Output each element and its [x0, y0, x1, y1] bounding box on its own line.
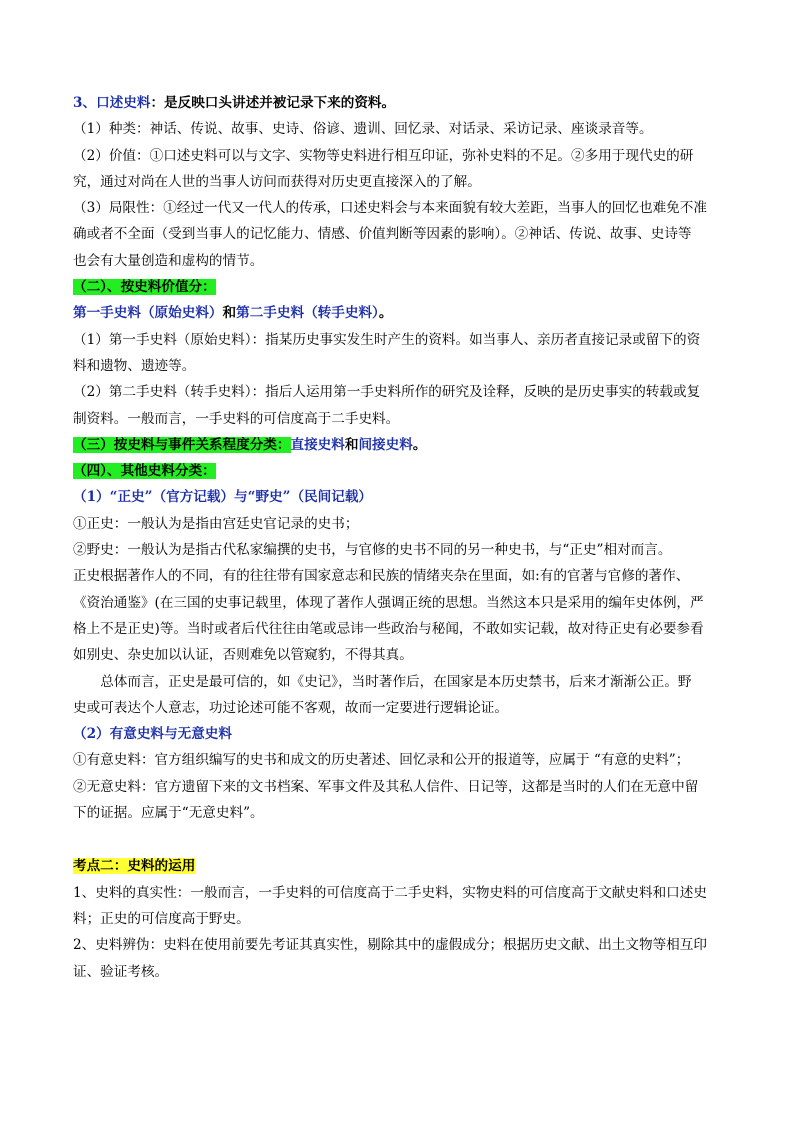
first-hand-line2: 料和遗物、遗迹等。 [73, 357, 196, 374]
second-hand-term: 第二手史料（转手史料） [236, 305, 379, 322]
direct-source-term: 直接史料 [290, 436, 345, 453]
kaodian2-heading: 考点二：史料的运用 [73, 858, 196, 875]
section-value-heading: （二）、按史料价值分： [73, 279, 216, 296]
yeshi-definition: ②野史：一般认为是指古代私家编撰的史书，与官修的史书不同的另一种史书，与“正史”相对而言。 [73, 542, 672, 559]
summary-and: 和 [222, 305, 237, 322]
relation-end: 。 [412, 436, 427, 453]
kaodian2-item2-line2: 证、验证考核。 [73, 963, 169, 980]
section-value-summary [73, 300, 723, 326]
second-hand-line2: 制资料。一般而言，一手史料的可信度高于二手史料。 [73, 410, 400, 427]
section-other-heading: （四）、其他史料分类： [73, 463, 216, 480]
document-body [73, 90, 723, 985]
section-relation-heading: （三）按史料与事件关系程度分类： [73, 436, 291, 453]
first-hand-line1: （1）第一手史料（原始史料）：指某历史事实发生时产生的资料。如当事人、亲历者直接记录或留下的资 [73, 331, 701, 348]
summary-end: 。 [378, 305, 393, 322]
subsection2-title: （2）有意史料与无意史料 [73, 726, 232, 743]
section-relation-line [73, 432, 723, 458]
section3-limit-line3: 也会有大量创造和虚构的情节。 [73, 252, 264, 269]
relation-and: 和 [344, 436, 359, 453]
paragraph2-line2: 史或可表达个人意志，功过论述可能不客观，故而一定要进行逻辑论证。 [73, 699, 508, 716]
subsection1-title: （1）“正史”（官方记载）与“野史”（民间记载） [73, 489, 373, 506]
section3-kinds: （1）种类：神话、传说、故事、史诗、俗谚、遗训、回忆录、对话录、采访记录、座谈录音等。 [73, 121, 653, 138]
section3-definition: ：是反映口头讲述并被记录下来的资料。 [150, 95, 396, 111]
section3-title [73, 90, 723, 116]
paragraph2-line1: 总体而言，正史是最可信的，如《史记》，当时著作后，在国家是本历史禁书，后来才渐渐公正。野 [100, 673, 692, 690]
kaodian2-item1-line1: 1、史料的真实性：一般而言，一手史料的可信度高于二手史料，实物史料的可信度高于文献史料和口述史 [73, 884, 707, 901]
paragraph1-line1: 正史根据著作人的不同，有的往往带有国家意志和民族的情绪夹杂在里面，如:有的官著与官修的著作、 [73, 568, 690, 585]
spacer [73, 826, 723, 853]
paragraph1-line3: 格上不是正史)等。当时或者后代往往由笔或忌讳一些政治与秘闻，不敢如实记载，故对待正史有必要参看 [73, 620, 704, 637]
youyi-definition: ①有意史料：官方组织编写的史书和成文的历史著述、回忆录和公开的报道等，应属于 “有意的史料”； [73, 752, 690, 769]
kaodian2-heading-line [73, 853, 723, 879]
indirect-source-term: 间接史料 [358, 436, 413, 453]
second-hand-line1: （2）第二手史料（转手史料）：指后人运用第一手史料所作的研究及诠释，反映的是历史事实的转载或复 [73, 384, 701, 401]
paragraph1-line2: 《资治通鉴》(在三国的史事记载里，体现了著作人强调正统的思想。当然这本只是采用的编年史体例，严 [73, 594, 704, 611]
section3-value-line2: 究，通过对尚在人世的当事人访问而获得对历史更直接深入的了解。 [73, 173, 481, 190]
wuyi-line1: ②无意史料：官方遗留下来的文书档案、军事文件及其私人信件、日记等，这都是当时的人们在无意中留 [73, 778, 699, 795]
section3-limit-line2: 确或者不全面（受到当事人的记忆能力、情感、价值判断等因素的影响）。②神话、传说、故事、史诗等 [73, 226, 692, 243]
first-hand-term: 第一手史料（原始史料） [73, 305, 223, 322]
paragraph1-line4: 如别史、杂史加以认证，否则难免以管窥豹，不得其真。 [73, 647, 413, 664]
zhengshi-definition: ①正史：一般认为是指由宫廷史官记录的史书； [73, 515, 359, 532]
section3-number: 3、 [73, 95, 97, 111]
kaodian2-item2-line1: 2、史料辨伪：史料在使用前要先考证其真实性，剔除其中的虚假成分；根据历史文献、出土文物等相互印 [73, 937, 707, 954]
section-other-heading-line [73, 458, 723, 484]
kaodian2-item1-line2: 料；正史的可信度高于野史。 [73, 910, 250, 927]
section3-limit-line1: （3）局限性：①经过一代又一代人的传承，口述史料会与本来面貌有较大差距，当事人的回忆也难免不准 [73, 200, 707, 217]
section3-value-line1: （2）价值：①口述史料可以与文字、实物等史料进行相互印证，弥补史料的不足。②多用于现代史的研 [73, 147, 694, 164]
section3-term: 口述史料 [96, 95, 151, 111]
wuyi-line2: 下的证据。应属于“无意史料”。 [73, 805, 264, 822]
section-value-heading-line [73, 274, 723, 300]
